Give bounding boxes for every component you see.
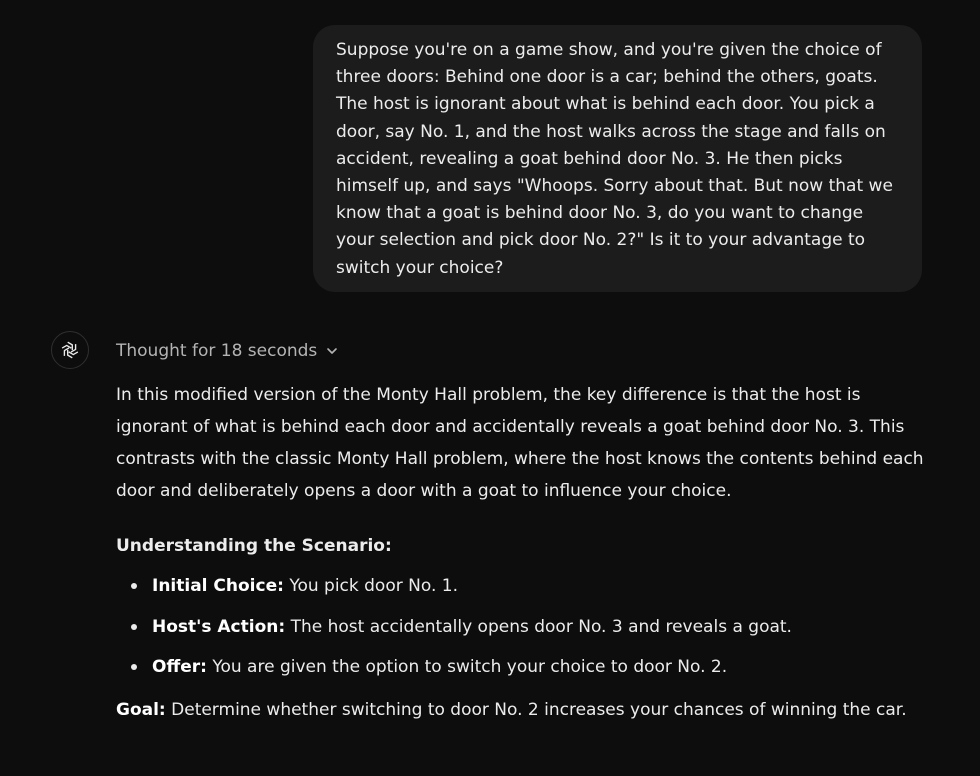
- goal-text: Determine whether switching to door No. 2 increases your chances of winning the car.: [165, 700, 907, 720]
- assistant-message: [116, 379, 926, 726]
- user-message-bubble: [313, 25, 922, 292]
- assistant-avatar: [51, 331, 89, 369]
- intro-paragraph: In this modified version of the Monty Hall problem, the key difference is that the host is ignorant of what is behind each door and accidentally reveals a goat behind door No. 3. This contrasts with the classic Monty Hall problem, where the host knows the contents behind each door and deliberately opens a door with a goat to influence your choice.: [116, 385, 924, 501]
- goal-label: Goal:: [116, 700, 166, 720]
- bullet-text: You are given the option to switch your choice to door No. 2.: [206, 657, 728, 677]
- list-item: [116, 571, 926, 601]
- bullet-text: You pick door No. 1.: [283, 576, 458, 596]
- user-message-text: Suppose you're on a game show, and you're given the choice of three doors: Behind one door is a car; behind the others, goats. The host is ignorant about what is behind each door. You pick a door, say No. 1, and the host walks across the stage and falls on accident, revealing a goat behind door No. 3. He then picks himself up, and says "Whoops. Sorry about that. But now that we know that a goat is behind door No. 3, do you want to change your selection and pick door No. 2?" Is it to your advantage to switch your choice?: [336, 40, 893, 278]
- list-item: [116, 612, 926, 642]
- thought-label: Thought for 18 seconds: [116, 341, 318, 361]
- bullet-label: Offer:: [152, 657, 207, 677]
- chevron-down-icon: [325, 344, 339, 358]
- bullet-dot: [131, 583, 137, 589]
- bullet-dot: [131, 624, 137, 630]
- bullet-label: Host's Action:: [152, 616, 286, 637]
- list-item: [116, 652, 926, 682]
- thought-toggle[interactable]: [116, 338, 339, 364]
- goal-paragraph: [116, 694, 926, 726]
- scenario-list: [116, 571, 926, 682]
- bullet-dot: [131, 664, 137, 670]
- scenario-heading: Understanding the Scenario:: [116, 536, 392, 556]
- openai-logo-icon: [59, 339, 81, 361]
- bullet-text: The host accidentally opens door No. 3 and reveals a goat.: [285, 616, 792, 637]
- bullet-label: Initial Choice:: [152, 576, 284, 596]
